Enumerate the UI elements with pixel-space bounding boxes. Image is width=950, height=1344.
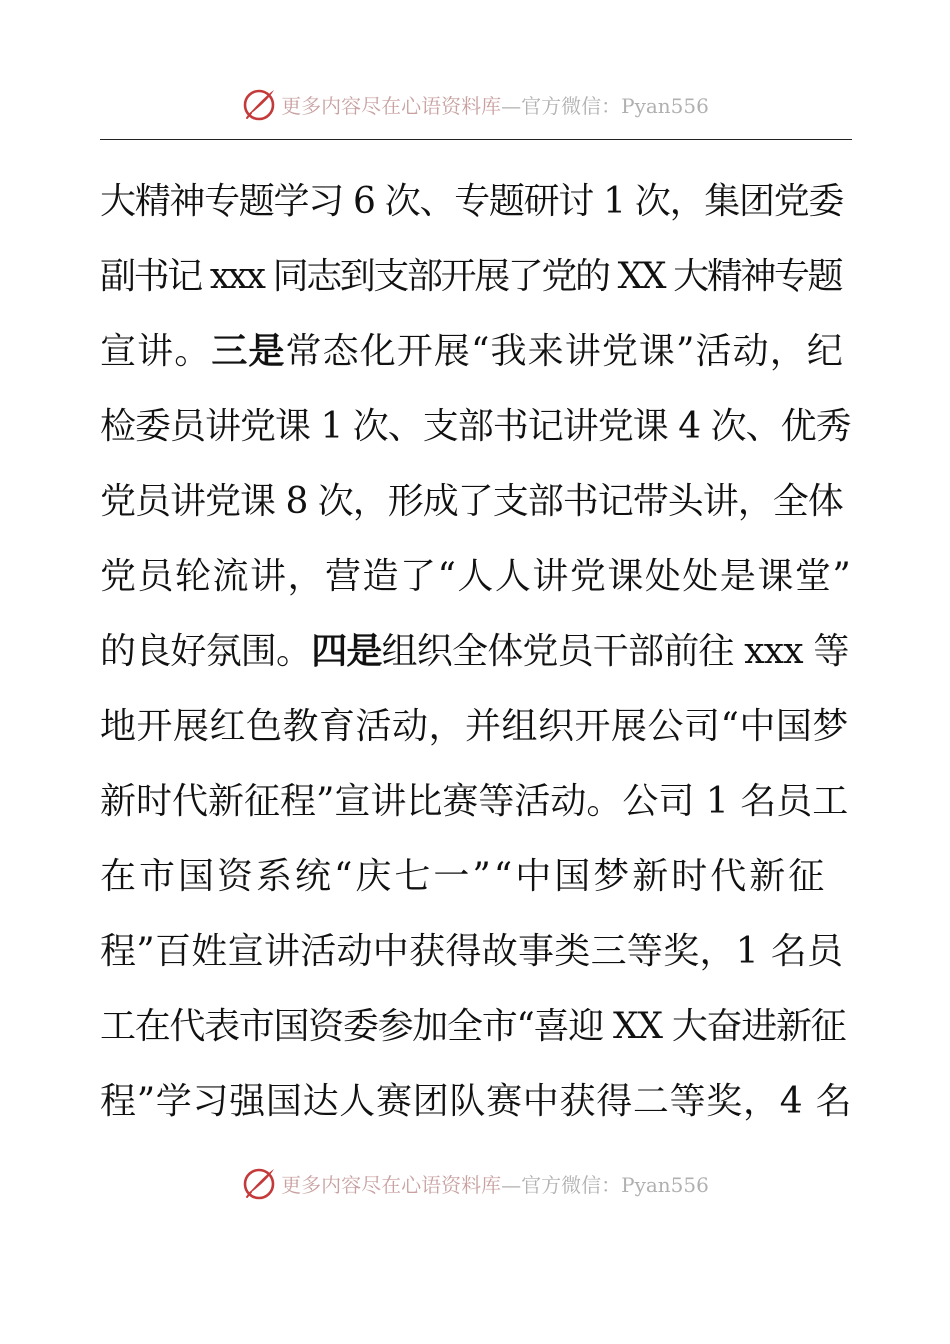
footer-brand: 更多内容尽在心语资料库: [281, 1172, 502, 1197]
paragraph-line: [100, 1064, 852, 1139]
paragraph-line: [100, 914, 852, 989]
line-text: 程”百姓宣讲活动中获得故事类三等奖，1 名员: [100, 931, 844, 972]
paragraph-line: [100, 239, 852, 314]
line-text: 地开展红色教育活动，并组织开展公司“中国梦: [100, 706, 849, 747]
line-text: 大精神专题学习 6 次、专题研讨 1 次，集团党委: [100, 181, 844, 222]
header-banner-text: [281, 90, 709, 119]
line-text: 常态化开展“我来讲党课”活动，纪: [285, 331, 844, 372]
line-text: 副书记 xxx 同志到支部开展了党的 XX 大精神专题: [100, 256, 842, 297]
paragraph-line: [100, 764, 852, 839]
line-text: 组织全体党员干部前往 xxx 等: [381, 631, 849, 672]
paragraph-line: [100, 614, 852, 689]
header-contact: —官方微信：Pyan556: [501, 93, 709, 118]
paragraph-line: [100, 839, 852, 914]
footer-banner: [0, 1163, 950, 1203]
line-text: 程”学习强国达人赛团队赛中获得二等奖，4 名: [100, 1081, 853, 1122]
line-text: 工在代表市国资委参加全市“喜迎 XX 大奋进新征: [100, 1006, 846, 1047]
quill-logo-icon: [241, 1165, 277, 1201]
emphasis-text: 四是: [311, 631, 382, 672]
line-text: 宣讲。: [100, 331, 212, 372]
paragraph-line: [100, 314, 852, 389]
header-banner: [0, 84, 950, 124]
line-text: 党员讲党课 8 次，形成了支部书记带头讲，全体: [100, 481, 843, 522]
paragraph-line: [100, 389, 852, 464]
line-text: 检委员讲党课 1 次、支部书记讲党课 4 次、优秀: [100, 406, 851, 447]
document-body: [100, 164, 852, 1139]
footer-contact: —官方微信：Pyan556: [501, 1172, 709, 1197]
paragraph-line: [100, 164, 852, 239]
emphasis-text: 三是: [211, 331, 286, 372]
line-text: 的良好氛围。: [100, 631, 312, 672]
footer-banner-text: [281, 1169, 709, 1198]
header-rule: [100, 139, 852, 140]
paragraph-line: [100, 689, 852, 764]
quill-logo-icon: [241, 86, 277, 122]
paragraph-line: [100, 539, 852, 614]
line-text: 党员轮流讲，营造了“人人讲党课处处是课堂”: [100, 556, 853, 597]
line-text: 在市国资系统“庆七一”“中国梦新时代新征: [100, 856, 828, 897]
line-text: 新时代新征程”宣讲比赛等活动。公司 1 名员工: [100, 781, 849, 822]
paragraph-line: [100, 989, 852, 1064]
header-brand: 更多内容尽在心语资料库: [281, 93, 502, 118]
paragraph-line: [100, 464, 852, 539]
